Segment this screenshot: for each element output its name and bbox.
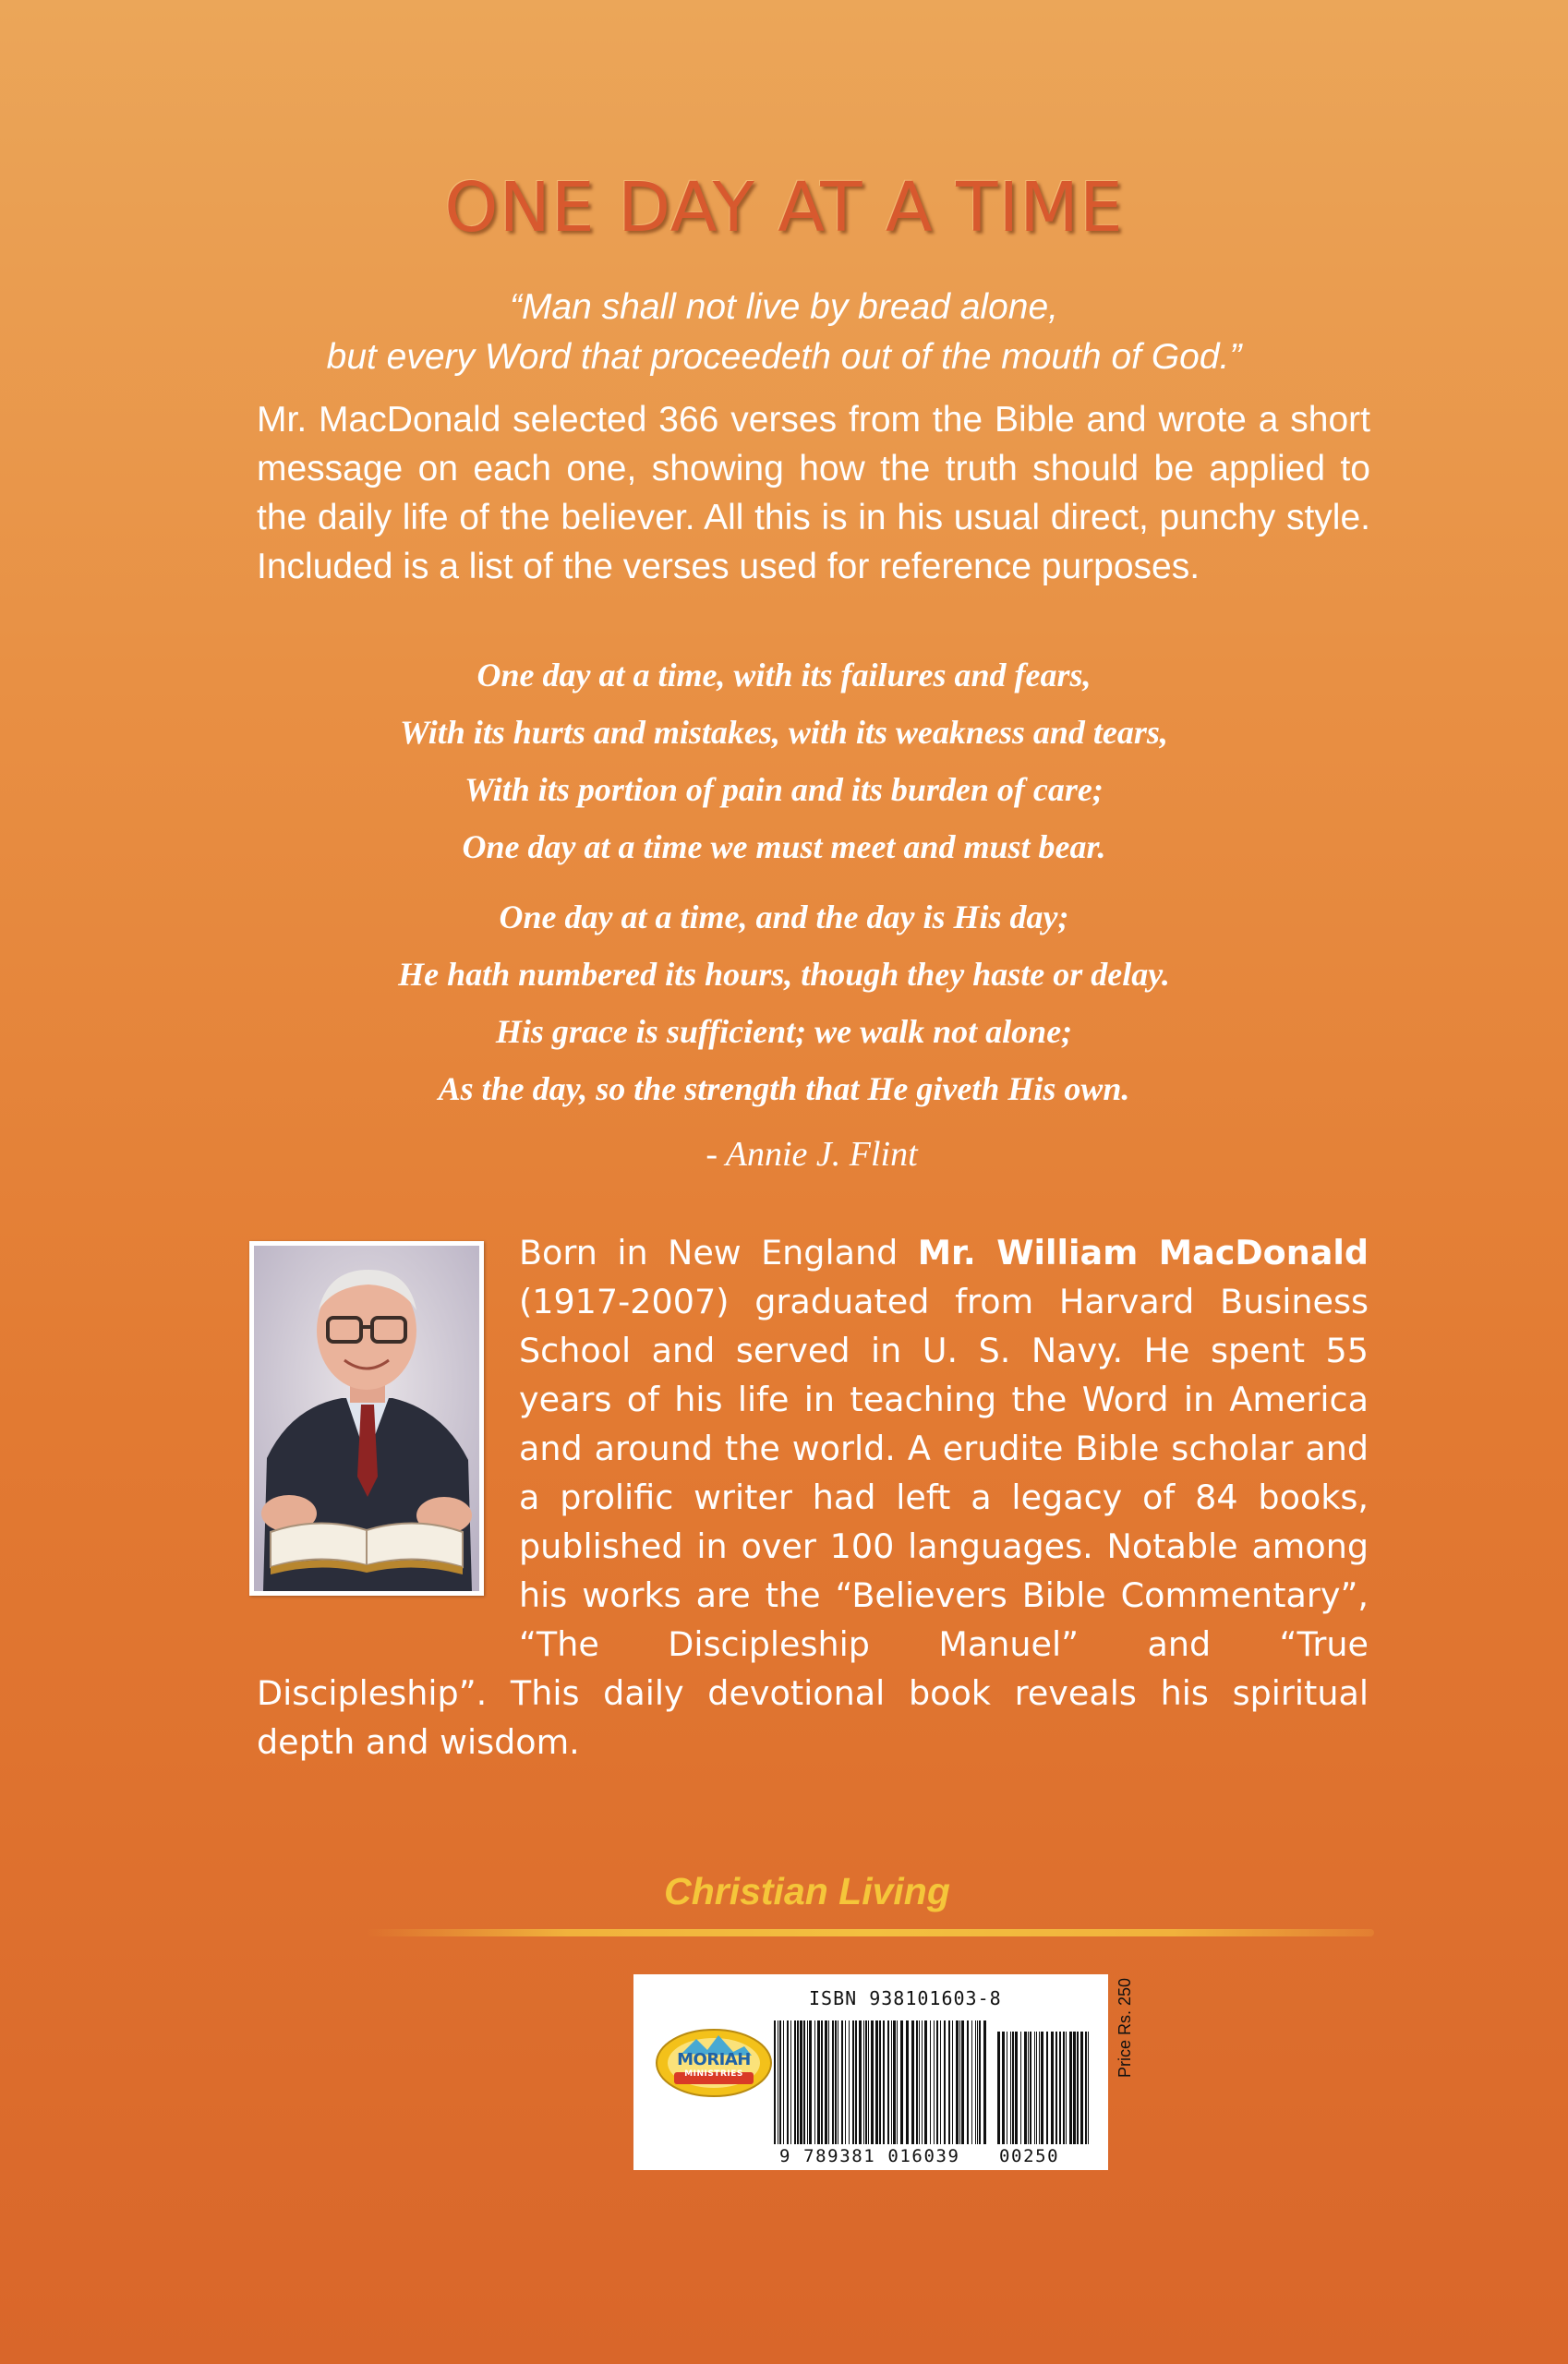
book-description: Mr. MacDonald selected 366 verses from the Bible and wrote a short message on each one, showing how the truth should be applied to the daily life of the believer. All this is in his usual direct, punchy style. Included is a list of the verses used for reference purposes. — [257, 400, 1370, 586]
barcode-bar — [959, 2020, 960, 2144]
barcode-bar — [1080, 2032, 1083, 2144]
barcode-bar — [940, 2020, 941, 2144]
author-name: Mr. William MacDonald — [917, 1233, 1369, 1272]
publisher-name: MORIAH — [677, 2050, 751, 2069]
barcode-bar — [852, 2020, 854, 2144]
bio-intro: Born in New England — [519, 1233, 918, 1272]
barcode-bar — [887, 2020, 889, 2144]
barcode-bar — [863, 2020, 864, 2144]
barcode-bar — [1039, 2032, 1040, 2144]
barcode-bar — [1030, 2032, 1031, 2144]
barcode-bar — [787, 2020, 789, 2144]
poem-stanza-2 — [231, 888, 1337, 1117]
barcode-bar — [859, 2020, 862, 2144]
publisher-subtitle: MINISTRIES — [684, 2069, 743, 2079]
quote-line-1: “Man shall not live by bread alone, — [509, 287, 1058, 327]
barcode-bar — [1063, 2032, 1065, 2144]
barcode-bar — [1041, 2032, 1043, 2144]
barcode-bar — [975, 2020, 976, 2144]
barcode-bar — [1002, 2032, 1005, 2144]
barcode-bar — [841, 2020, 843, 2144]
poem-line: One day at a time we must meet and must bear. — [462, 828, 1106, 865]
barcode-bar — [897, 2020, 898, 2144]
barcode-bar — [893, 2020, 896, 2144]
barcode-bar — [1059, 2032, 1061, 2144]
author-bio — [257, 1228, 1369, 1767]
barcode-bar — [952, 2020, 953, 2144]
photo-spacer — [257, 1228, 519, 1622]
barcode-bar — [1088, 2032, 1089, 2144]
barcode-bar — [809, 2020, 812, 2144]
barcode-bar — [1051, 2032, 1054, 2144]
poem-stanza-1 — [231, 646, 1337, 875]
barcode-bar — [875, 2020, 878, 2144]
poem-line: One day at a time, with its failures and fears, — [476, 657, 1092, 694]
barcode-bar — [900, 2020, 903, 2144]
barcode-bar — [1046, 2032, 1048, 2144]
poem-line: With its hurts and mistakes, with its weakness and tears, — [400, 714, 1168, 751]
barcode-bar — [790, 2020, 791, 2144]
scripture-quote — [222, 283, 1346, 382]
barcode-bar — [779, 2020, 781, 2144]
barcode-bar — [1073, 2032, 1076, 2144]
barcode-bar — [855, 2020, 857, 2144]
barcode-bar — [1012, 2032, 1014, 2144]
barcode-addon-digits: 00250 — [999, 2146, 1060, 2166]
barcode-bar — [922, 2020, 923, 2144]
barcode-bar — [930, 2020, 931, 2144]
barcode-bar — [1034, 2032, 1035, 2144]
poem-line: His grace is sufficient; we walk not alone; — [495, 1013, 1073, 1050]
barcode-bar — [967, 2020, 969, 2144]
barcode-bar — [1020, 2032, 1021, 2144]
category-label: Christian Living — [664, 1870, 950, 1912]
barcode-bar — [1015, 2032, 1018, 2144]
barcode-bar — [936, 2020, 938, 2144]
barcode-bar — [845, 2020, 846, 2144]
barcode-bar — [835, 2020, 837, 2144]
barcode-bar — [891, 2020, 892, 2144]
barcode-bar — [868, 2020, 869, 2144]
barcode-bar — [832, 2020, 834, 2144]
barcode-bar — [1066, 2032, 1067, 2144]
barcode-bar — [948, 2020, 950, 2144]
book-title: ONE DAY AT A TIME — [444, 168, 1124, 247]
barcode-bar — [934, 2020, 935, 2144]
category-divider — [366, 1929, 1374, 1936]
barcode-bar — [803, 2020, 805, 2144]
barcode-bar — [807, 2020, 808, 2144]
publisher-logo — [654, 2026, 774, 2100]
poem-line: One day at a time, and the day is His day; — [499, 899, 1069, 935]
barcode-bar — [883, 2020, 885, 2144]
barcode-bar — [971, 2020, 972, 2144]
poem-line: With its portion of pain and its burden of care; — [464, 771, 1104, 808]
barcode-bar — [821, 2020, 823, 2144]
bio-text: (1917-2007) graduated from Harvard Business School and served in U. S. Navy. He spent 55 years of his life in teaching the Word in America and around the world. A erudite Bible scholar and a prolific writer had left a legacy of 84 books, published in over 100 languages. Notable among his works are the “Believers Bible Commentary”, “The Discipleship Manuel” and “True Discipleship”. This daily devotional book reveals his spiritual depth and wisdom. — [257, 1282, 1369, 1762]
barcode-digits: 9 789381 016039 — [779, 2146, 960, 2166]
barcode-bar — [1055, 2032, 1057, 2144]
barcode-bar — [983, 2020, 986, 2144]
barcode-bar — [916, 2020, 918, 2144]
barcode-bar — [944, 2020, 946, 2144]
price-label: Price Rs. 250 — [1116, 1977, 1134, 2078]
barcode-panel — [633, 1974, 1108, 2170]
barcode-bar — [797, 2020, 799, 2144]
barcode-bar — [849, 2020, 850, 2144]
isbn-label: ISBN 938101603-8 — [809, 1987, 1002, 2009]
barcode-bar — [800, 2020, 802, 2144]
barcode-bar — [1085, 2032, 1087, 2144]
barcode-bar — [871, 2020, 874, 2144]
price-addon-barcode — [997, 2032, 1090, 2144]
ean-barcode — [774, 2020, 986, 2144]
barcode-bar — [825, 2020, 827, 2144]
barcode-bar — [911, 2020, 914, 2144]
barcode-bar — [956, 2020, 959, 2144]
barcode-bar — [828, 2020, 829, 2144]
barcode-bar — [794, 2020, 796, 2144]
barcode-bar — [961, 2020, 964, 2144]
barcode-bar — [906, 2020, 909, 2144]
poem-line: As the day, so the strength that He giveth His own. — [438, 1070, 1130, 1107]
poem-attribution: - Annie J. Flint — [706, 1135, 918, 1174]
barcode-bar — [924, 2020, 927, 2144]
poem-line: He hath numbered its hours, though they haste or delay. — [398, 956, 1170, 993]
barcode-bar — [783, 2020, 784, 2144]
quote-line-2: but every Word that proceedeth out of the mouth of God.” — [326, 337, 1242, 377]
barcode-bar — [814, 2020, 815, 2144]
barcode-bar — [865, 2020, 867, 2144]
barcode-bar — [1028, 2032, 1029, 2144]
barcode-bar — [977, 2020, 978, 2144]
barcode-bar — [919, 2020, 920, 2144]
barcode-bar — [979, 2020, 981, 2144]
barcode-bar — [1036, 2032, 1037, 2144]
barcode-bar — [1077, 2032, 1079, 2144]
barcode-bar — [774, 2020, 776, 2144]
barcode-bar — [1010, 2032, 1011, 2144]
barcode-bar — [817, 2020, 820, 2144]
barcode-bar — [1024, 2032, 1027, 2144]
barcode-bar — [997, 2032, 1000, 2144]
barcode-bar — [879, 2020, 881, 2144]
barcode-bar — [1069, 2032, 1072, 2144]
